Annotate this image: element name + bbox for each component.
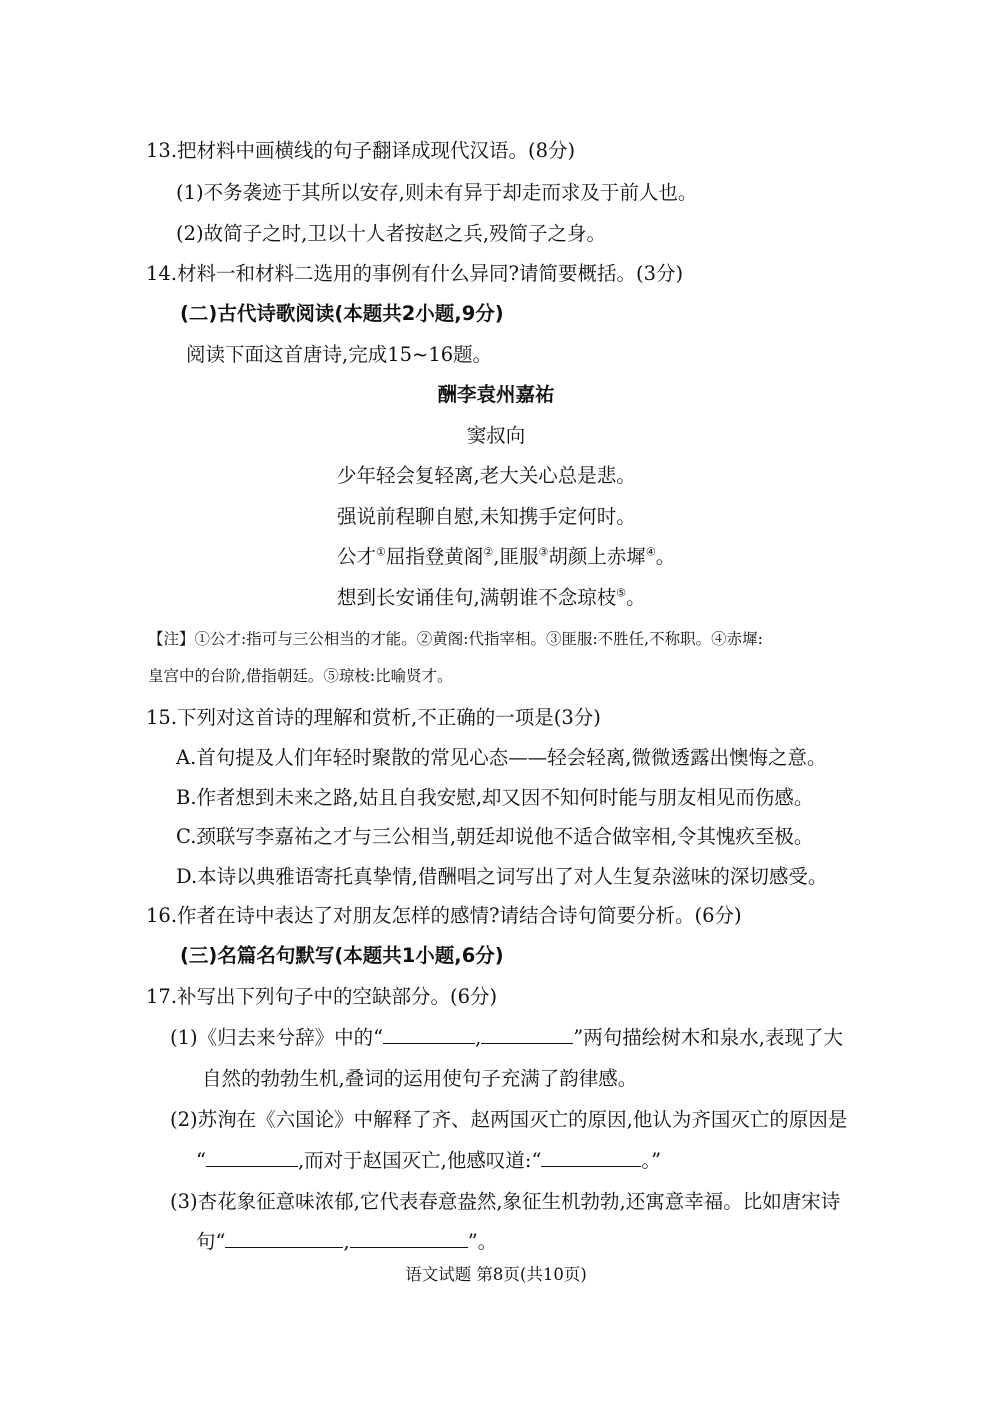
part-3-text-c: ”。: [467, 1230, 498, 1253]
part-1-text-b: ,: [475, 1026, 482, 1049]
question-13-sentence-1: (1)不务袭迹于其所以安存,则未有异于却走而求及于前人也。: [176, 181, 698, 204]
question-17-part-1-line-1: [170, 1023, 843, 1053]
poem-line-3-part-5: 。: [655, 545, 676, 568]
question-17-part-1-line-2: 自然的勃勃生机,叠词的运用使句子充满了韵律感。: [202, 1067, 638, 1090]
question-13-sentence-2: (2)故简子之时,卫以十人者按赵之兵,殁简子之身。: [176, 222, 607, 245]
answer-blank[interactable]: [206, 1146, 298, 1167]
section-2-intro: 阅读下面这首唐诗,完成15~16题。: [186, 343, 493, 366]
poem-title: 酬李袁州嘉祐: [437, 383, 555, 406]
question-17-stem: 17.补写出下列句子中的空缺部分。(6分): [146, 985, 498, 1008]
note-marker-2: ②: [483, 545, 494, 559]
poem-line-4-part-2: 。: [626, 586, 646, 609]
part-1-text-a: (1)《归去来兮辞》中的“: [170, 1026, 384, 1049]
question-17-part-2-line-1: (2)苏洵在《六国论》中解释了齐、赵两国灭亡的原因,他认为齐国灭亡的原因是: [170, 1108, 848, 1131]
option-a: A.首句提及人们年轻时聚散的常见心态——轻会轻离,微微透露出懊悔之意。: [176, 746, 827, 769]
poem-line-3-part-2: 屈指登黄阁: [385, 545, 484, 568]
answer-blank[interactable]: [383, 1023, 475, 1044]
answer-blank[interactable]: [350, 1227, 468, 1248]
question-14-stem: 14.材料一和材料二选用的事例有什么异同?请简要概括。(3分): [146, 262, 684, 285]
question-13-stem: 13.把材料中画横线的句子翻译成现代汉语。(8分): [146, 139, 576, 162]
section-3-heading: (三)名篇名句默写(本题共1小题,6分): [180, 944, 504, 967]
option-d: D.本诗以典雅语寄托真挚情,借酬唱之词写出了对人生复杂滋味的深切感受。: [176, 865, 828, 888]
question-17-part-2-line-2: [196, 1146, 661, 1176]
part-2-text-b: ,而对于赵国灭亡,他感叹道:“: [297, 1149, 542, 1172]
poem-line-4-part-1: 想到长安诵佳句,满朝谁不念琼枝: [337, 586, 617, 609]
question-15-stem: 15.下列对这首诗的理解和赏析,不正确的一项是(3分): [146, 706, 601, 729]
section-2-heading: (二)古代诗歌阅读(本题共2小题,9分): [180, 302, 504, 325]
part-3-text-b: ,: [343, 1230, 350, 1253]
part-2-text-c: 。”: [641, 1149, 662, 1172]
poem-line-3-part-3: ,匪服: [493, 545, 539, 568]
answer-blank[interactable]: [225, 1227, 343, 1248]
note-marker-1: ①: [376, 545, 386, 559]
question-17-part-3-line-1: (3)杏花象征意味浓郁,它代表春意盎然,象征生机勃勃,还寓意幸福。比如唐宋诗: [170, 1190, 841, 1213]
note-marker-4: ④: [645, 545, 656, 559]
note-marker-3: ③: [538, 545, 549, 559]
poem-line-3-part-1: 公才: [337, 545, 377, 568]
note-marker-5: ⑤: [616, 586, 627, 600]
question-17-part-3-line-2: [196, 1227, 497, 1257]
part-3-text-a: 句“: [196, 1230, 226, 1253]
question-16-stem: 16.作者在诗中表达了对朋友怎样的感情?请结合诗句简要分析。(6分): [146, 904, 742, 927]
part-2-text-a: “: [196, 1149, 206, 1172]
annotation-line-1: 【注】①公才:指可与三公相当的才能。②黄阁:代指宰相。③匪服:不胜任,不称职。④赤墀:: [148, 630, 763, 648]
option-c: C.颈联写李嘉祐之才与三公相当,朝廷却说他不适合做宰相,令其愧疚至极。: [176, 825, 814, 848]
answer-blank[interactable]: [481, 1023, 573, 1044]
poem-line-3: [337, 542, 675, 572]
poem-line-2: 强说前程聊自慰,未知携手定何时。: [337, 505, 636, 528]
page-footer: 语文试题 第8页(共10页): [405, 1265, 587, 1284]
option-b: B.作者想到未来之路,姑且自我安慰,却又因不知何时能与朋友相见而伤感。: [176, 786, 814, 809]
poem-line-3-part-4: 胡颜上赤墀: [548, 545, 646, 568]
annotation-line-2: 皇宫中的台阶,借指朝廷。⑤琼枝:比喻贤才。: [148, 667, 453, 685]
part-1-text-c: ”两句描绘树木和泉水,表现了大: [573, 1026, 843, 1049]
poem-line-4: [337, 583, 646, 613]
poem-author: 窦叔向: [466, 424, 526, 447]
poem-line-1: 少年轻会复轻离,老大关心总是悲。: [337, 464, 636, 487]
answer-blank[interactable]: [541, 1146, 641, 1167]
